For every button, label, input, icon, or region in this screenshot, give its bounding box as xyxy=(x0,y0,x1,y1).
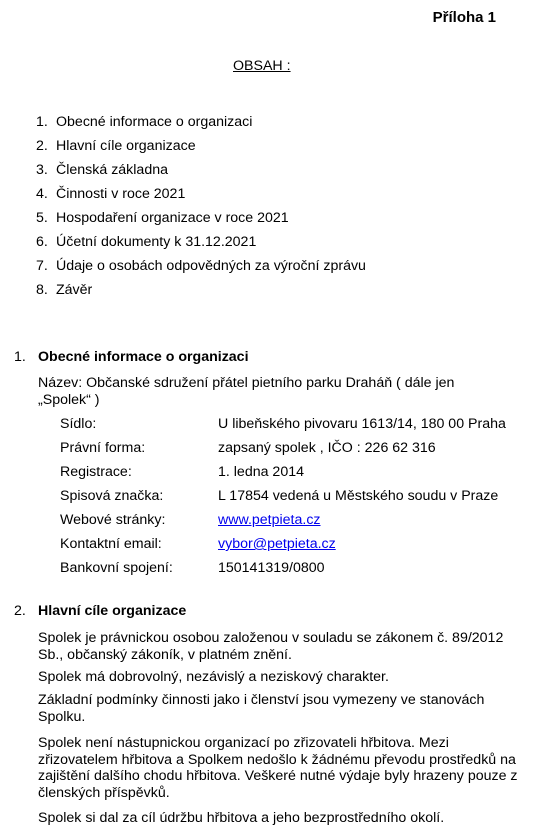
paragraph: Základní podmínky činnosti jako i členství jsou vymezeny ve stanovách Spolku. xyxy=(38,692,485,725)
website-link[interactable]: www.petpieta.cz xyxy=(218,512,321,528)
info-value: U libeňského pivovaru 1613/14, 180 00 Praha xyxy=(218,416,506,432)
organization-name-line: Název: Občanské sdružení přátel pietního parku Draháň ( dále jen xyxy=(38,375,455,391)
toc-item-label: Činnosti v roce 2021 xyxy=(56,186,186,202)
info-label: Registrace: xyxy=(60,464,132,480)
info-value: L 17854 vedená u Městského soudu v Praze xyxy=(218,488,499,504)
toc-item xyxy=(36,182,366,206)
info-label: Kontaktní email: xyxy=(60,536,162,552)
toc-item-label: Účetní dokumenty k 31.12.2021 xyxy=(56,234,257,250)
toc-item xyxy=(36,278,366,302)
toc-item-number: 6. xyxy=(36,234,48,250)
section-number: 2. xyxy=(14,603,26,619)
info-row-website xyxy=(60,508,506,532)
paragraph: Spolek má dobrovolný, nezávislý a neziskový charakter. xyxy=(38,669,389,685)
toc-item xyxy=(36,206,366,230)
toc-item-label: Údaje o osobách odpovědných za výroční zprávu xyxy=(56,258,366,274)
toc-item-number: 3. xyxy=(36,162,48,178)
toc-item-number: 2. xyxy=(36,138,48,154)
info-label: Sídlo: xyxy=(60,416,97,432)
toc-item xyxy=(36,230,366,254)
info-value: zapsaný spolek , IČO : 226 62 316 xyxy=(218,440,436,456)
organization-info-table xyxy=(60,412,506,580)
info-label: Webové stránky: xyxy=(60,512,166,528)
info-label: Spisová značka: xyxy=(60,488,164,504)
section-heading-general-info xyxy=(14,349,249,365)
paragraph: Spolek není nástupnickou organizací po zřizovateli hřbitova. Mezi zřizovatelem hřbitova a Spolkem nedošlo k žádnému převodu prostředků na zajištění dalšího chodu hřbitova. Veškeré nutné výdaje byly hrazeny pouze z členských příspěvků. xyxy=(38,735,518,801)
toc-item-label: Závěr xyxy=(56,282,93,298)
organization-name-line: „Spolek“ ) xyxy=(38,391,100,408)
info-row-registration xyxy=(60,460,506,484)
toc-item-label: Hospodaření organizace v roce 2021 xyxy=(56,210,289,226)
toc-item-number: 7. xyxy=(36,258,48,274)
toc-item-number: 1. xyxy=(36,114,48,130)
info-label: Právní forma: xyxy=(60,440,146,456)
section-number: 1. xyxy=(14,349,26,365)
paragraph: Spolek je právnickou osobou založenou v souladu se zákonem č. 89/2012 Sb., občanský zákoník, v platném znění. xyxy=(38,630,504,663)
info-value: 1. ledna 2014 xyxy=(218,464,304,480)
toc-title: OBSAH : xyxy=(233,58,291,74)
table-of-contents xyxy=(36,110,366,302)
toc-item-number: 8. xyxy=(36,282,48,298)
info-row-seat xyxy=(60,412,506,436)
toc-item-label: Hlavní cíle organizace xyxy=(56,138,196,154)
annex-label: Příloha 1 xyxy=(432,9,496,26)
section-heading-main-goals xyxy=(14,603,186,619)
info-label: Bankovní spojení: xyxy=(60,560,173,576)
info-row-bank xyxy=(60,556,506,580)
toc-item xyxy=(36,254,366,278)
toc-item xyxy=(36,110,366,134)
toc-item-number: 4. xyxy=(36,186,48,202)
toc-item-label: Obecné informace o organizaci xyxy=(56,114,253,130)
section-title: Obecné informace o organizaci xyxy=(38,349,249,365)
section-title: Hlavní cíle organizace xyxy=(38,603,187,619)
organization-name xyxy=(38,375,528,408)
toc-item xyxy=(36,134,366,158)
toc-item xyxy=(36,158,366,182)
info-row-email xyxy=(60,532,506,556)
toc-item-label: Členská základna xyxy=(56,162,168,178)
info-row-legal-form xyxy=(60,436,506,460)
info-row-file-number xyxy=(60,484,506,508)
email-link[interactable]: vybor@petpieta.cz xyxy=(218,536,336,552)
toc-item-number: 5. xyxy=(36,210,48,226)
paragraph: Spolek si dal za cíl údržbu hřbitova a jeho bezprostředního okolí. xyxy=(38,810,445,826)
info-value: 150141319/0800 xyxy=(218,560,325,576)
